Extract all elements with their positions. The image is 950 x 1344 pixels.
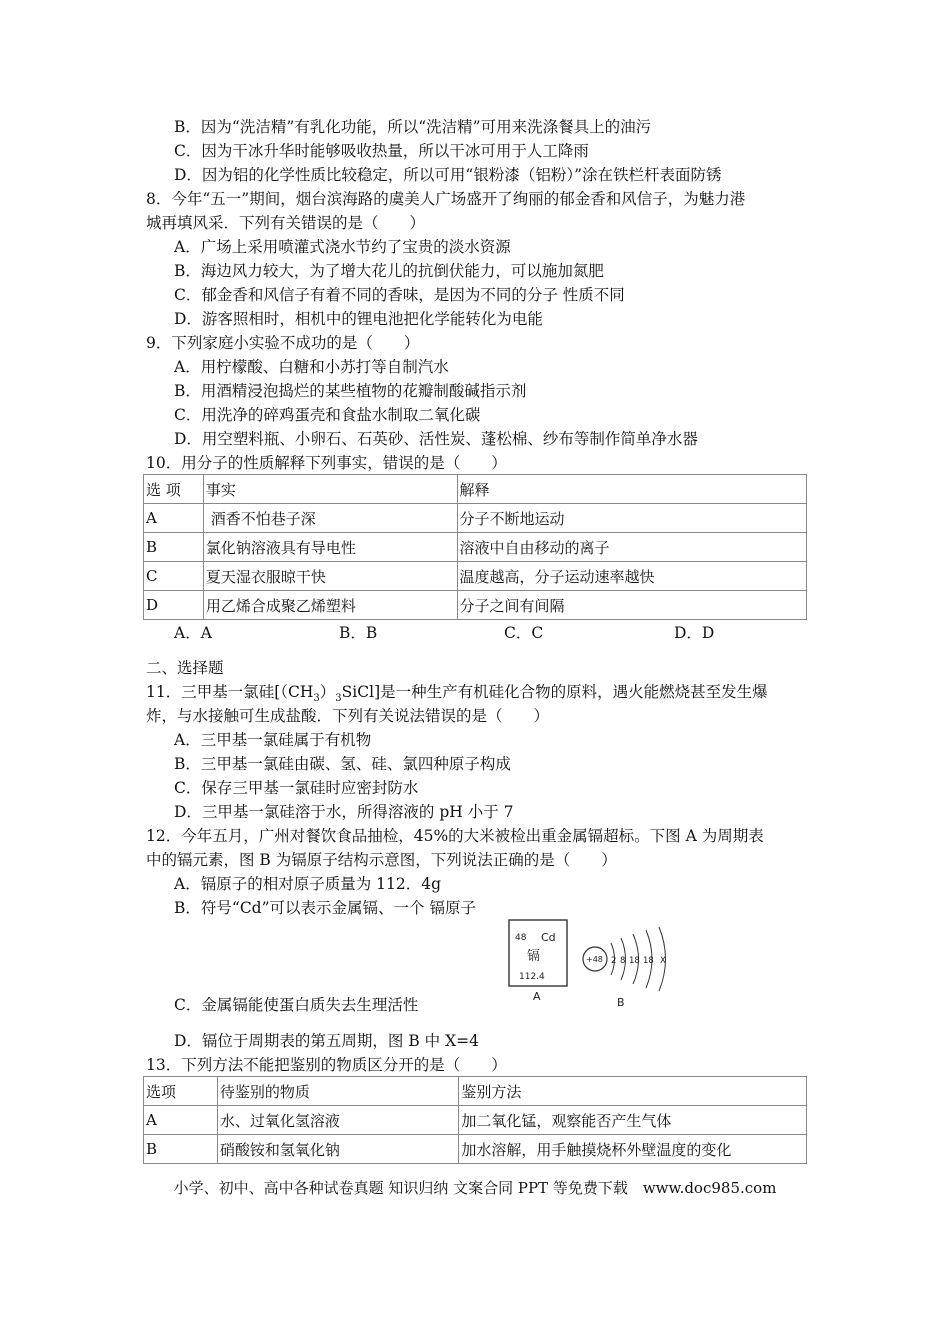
- table-cell: A: [144, 1106, 218, 1135]
- q10-answer-d: D．D: [674, 624, 715, 642]
- q11-option-d: D．三甲基一氯硅溶于水，所得溶液的 pH 小于 7: [174, 803, 514, 821]
- table-header-cell: 待鉴别的物质: [217, 1077, 458, 1106]
- q8-option-b: B．海边风力较大，为了增大花儿的抗倒伏能力，可以施加氮肥: [174, 262, 604, 280]
- table-header-cell: 选项: [144, 1077, 218, 1106]
- q7-option-d: D．因为铝的化学性质比较稳定，所以可用“银粉漆（铝粉）”涂在铁栏杆表面防锈: [174, 166, 722, 184]
- element-name: 镉: [527, 949, 541, 964]
- table-cell: 溶液中自由移动的离子: [457, 533, 806, 562]
- table-cell: 加二氧化锰，观察能否产生气体: [459, 1106, 807, 1135]
- q13-stem: 13．下列方法不能把鉴别的物质区分开的是（ ）: [146, 1056, 507, 1074]
- q7-option-b: B．因为“洗洁精”有乳化功能，所以“洗洁精”可用来洗涤餐具上的油污: [174, 118, 652, 136]
- table-cell: 用乙烯合成聚乙烯塑料: [203, 591, 457, 620]
- q11-option-b: B．三甲基一氯硅由碳、氢、硅、氯四种原子构成: [174, 755, 511, 773]
- table-cell: 温度越高，分子运动速率越快: [457, 562, 806, 591]
- q11-stem-part-b: ）: [319, 683, 336, 701]
- q9-option-b: B．用酒精浸泡捣烂的某些植物的花瓣制酸碱指示剂: [174, 382, 527, 400]
- table-row: [144, 1135, 807, 1164]
- q8-option-a: A．广场上采用喷灌式浇水节约了宝贵的淡水资源: [174, 238, 511, 256]
- table-header-cell: 解释: [457, 475, 806, 504]
- q11-option-a: A．三甲基一氯硅属于有机物: [174, 731, 372, 749]
- q10-stem: 10．用分子的性质解释下列事实，错误的是（ ）: [146, 454, 507, 472]
- q12-stem-line1: 12．今年五月，广州对餐饮食品抽检，45%的大米被检出重金属镉超标。下图 A 为周期表: [146, 827, 764, 845]
- q11-stem-part-a: 11．三甲基一氯硅[（CH: [146, 683, 314, 701]
- q11-stem-part-c: SiCl]是一种生产有机硅化合物的原料，遇火能燃烧甚至发生爆: [341, 683, 768, 701]
- q12-stem-line2: 中的镉元素，图 B 为镉原子结构示意图，下列说法正确的是（ ）: [146, 851, 617, 869]
- table-cell: C: [144, 562, 204, 591]
- table-cell: 分子不断地运动: [457, 504, 806, 533]
- q8-stem-line1: 8．今年“五一”期间，烟台滨海路的虞美人广场盛开了绚丽的郁金香和风信子，为魅力港: [146, 190, 746, 208]
- q12-option-c: C．金属镉能使蛋白质失去生理活性: [174, 996, 419, 1014]
- q10-answer-options: [174, 622, 734, 644]
- shell-electrons: 2: [611, 956, 617, 966]
- shell-electrons: X: [660, 956, 666, 966]
- table-cell: D: [144, 591, 204, 620]
- table-cell: B: [144, 1135, 218, 1164]
- q8-option-c: C．郁金香和风信子有着不同的香味，是因为不同的分子 性质不同: [174, 286, 625, 304]
- table-row: [144, 1106, 807, 1135]
- q9-stem: 9．下列家庭小实验不成功的是（ ）: [146, 334, 420, 352]
- atomic-number: 48: [515, 933, 527, 943]
- nucleus-charge: +48: [586, 955, 603, 964]
- q7-option-c: C．因为干冰升华时能够吸收热量，所以干冰可用于人工降雨: [174, 142, 589, 160]
- q10-answer-c: C．C: [504, 624, 544, 642]
- table-header-row: [144, 1077, 807, 1106]
- table-cell: 氯化钠溶液具有导电性: [203, 533, 457, 562]
- table-cell: 酒香不怕巷子深: [203, 504, 457, 533]
- shell-electrons: 18: [629, 956, 640, 966]
- q9-option-c: C．用洗净的碎鸡蛋壳和食盐水制取二氧化碳: [174, 406, 481, 424]
- table-header-cell: 事实: [203, 475, 457, 504]
- table-header-cell: 鉴别方法: [459, 1077, 807, 1106]
- table-header-row: [144, 475, 807, 504]
- figure-label-b: B: [617, 996, 625, 1009]
- q9-option-a: A．用柠檬酸、白糖和小苏打等自制汽水: [174, 358, 449, 376]
- q12-option-b: B．符号“Cd”可以表示金属镉、一个 镉原子: [174, 899, 476, 917]
- q8-option-d: D．游客照相时，相机中的锂电池把化学能转化为电能: [174, 310, 543, 328]
- q11-option-c: C．保存三甲基一氯硅时应密封防水: [174, 779, 419, 797]
- q8-stem-line2: 城再填风采．下列有关错误的是（ ）: [146, 214, 426, 232]
- table-cell: A: [144, 504, 204, 533]
- table-cell: 夏天湿衣服晾干快: [203, 562, 457, 591]
- table-row: [144, 562, 807, 591]
- table-cell: 水、过氧化氢溶液: [217, 1106, 458, 1135]
- q11-stem-line2: 炸，与水接触可生成盐酸．下列有关说法错误的是（ ）: [146, 707, 550, 725]
- table-cell: 分子之间有间隔: [457, 591, 806, 620]
- element-symbol: Cd: [541, 931, 556, 944]
- shell-electrons: 18: [643, 956, 654, 966]
- q10-table: [143, 474, 807, 620]
- table-row: [144, 533, 807, 562]
- q12-option-a: A．镉原子的相对原子质量为 112．4g: [174, 875, 441, 893]
- section-title: 二、选择题: [146, 659, 224, 677]
- table-cell: 硝酸铵和氢氧化钠: [217, 1135, 458, 1164]
- q10-answer-a: A．A: [174, 624, 212, 642]
- figure-label-a: A: [533, 990, 541, 1003]
- table-cell: B: [144, 533, 204, 562]
- cadmium-figure: [507, 918, 687, 1010]
- q11-subscript-1: 3: [313, 693, 320, 705]
- q11-subscript-2: 3: [335, 693, 342, 705]
- q10-answer-b: B．B: [339, 624, 378, 642]
- q13-table: [143, 1076, 807, 1164]
- table-row: [144, 591, 807, 620]
- table-row: [144, 504, 807, 533]
- table-cell: 加水溶解，用手触摸烧杯外壁温度的变化: [459, 1135, 807, 1164]
- q9-option-d: D．用空塑料瓶、小卵石、石英砂、活性炭、蓬松棉、纱布等制作简单净水器: [174, 430, 698, 448]
- table-header-cell: 选 项: [144, 475, 204, 504]
- atomic-mass: 112.4: [519, 972, 545, 982]
- page-footer: 小学、初中、高中各种试卷真题 知识归纳 文案合同 PPT 等免费下载 www.doc985.com: [173, 1179, 777, 1197]
- shell-electrons: 8: [620, 956, 626, 966]
- q12-option-d: D．镉位于周期表的第五周期，图 B 中 X=4: [174, 1032, 479, 1050]
